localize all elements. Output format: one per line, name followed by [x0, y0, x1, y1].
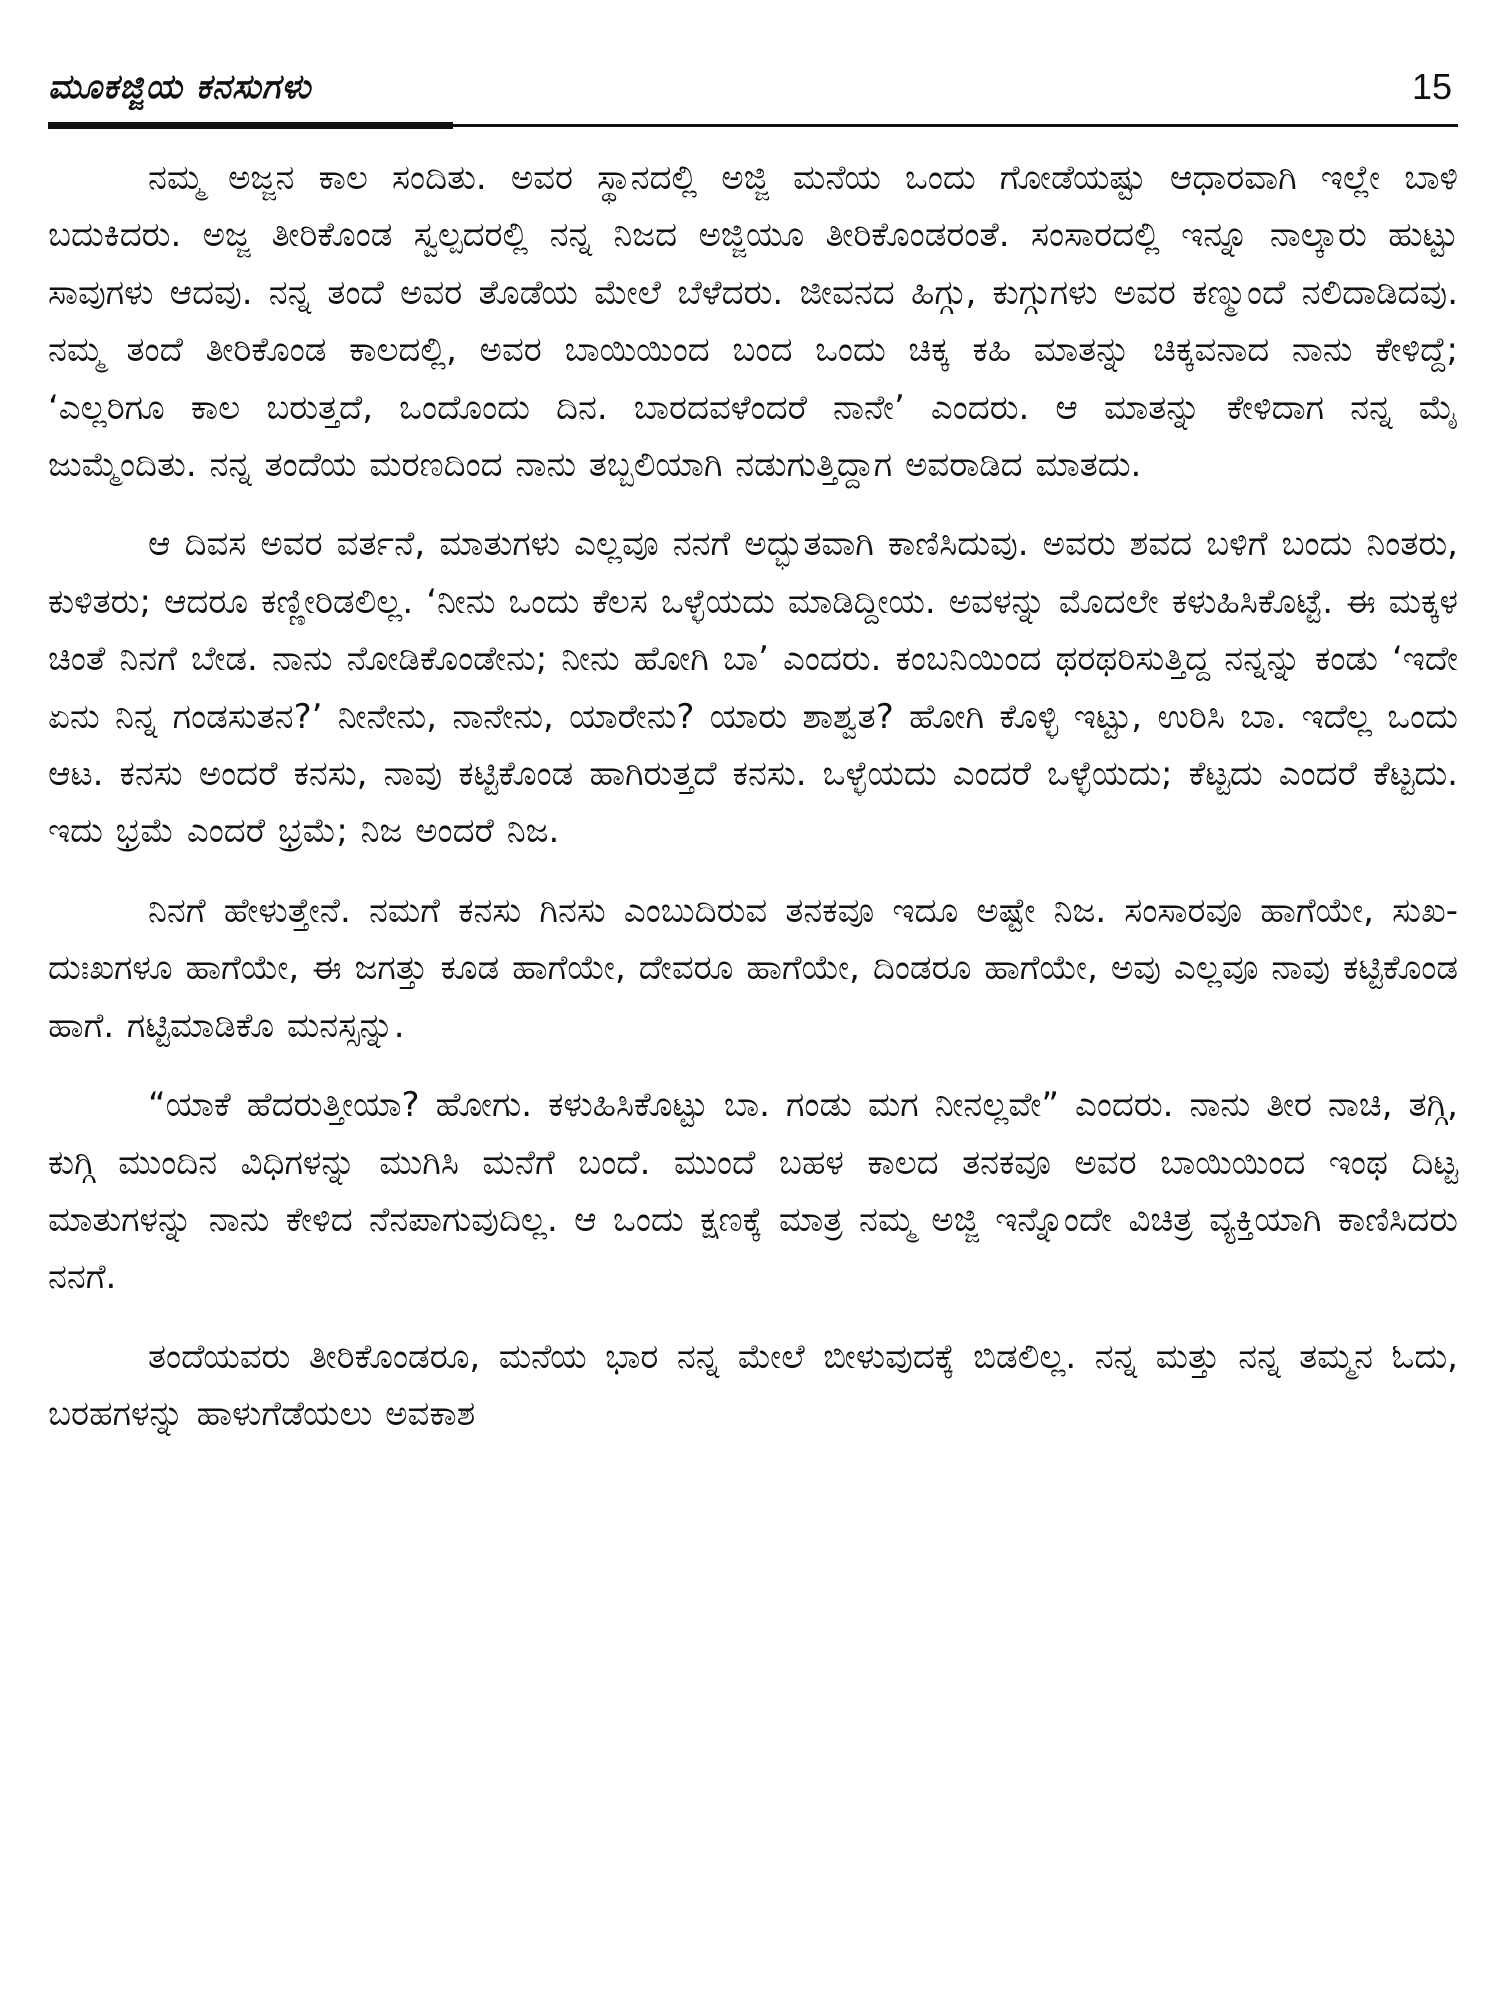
- header-rule-accent: [48, 122, 453, 129]
- paragraph-2: ಆ ದಿವಸ ಅವರ ವರ್ತನೆ, ಮಾತುಗಳು ಎಲ್ಲವೂ ನನಗೆ ಅದ್ಭುತವಾಗಿ ಕಾಣಿಸಿದುವು. ಅವರು ಶವದ ಬಳಿಗೆ ಬಂದು ನಿಂತರು, ಕುಳಿತರು; ಆದರೂ ಕಣ್ಣೀರಿಡಲಿಲ್ಲ. ‘ನೀನು ಒಂದು ಕೆಲಸ ಒಳ್ಳೆಯದು ಮಾಡಿದ್ದೀಯ. ಅವಳನ್ನು ಮೊದಲೇ ಕಳುಹಿಸಿಕೊಟ್ಟೆ. ಈ ಮಕ್ಕಳ ಚಿಂತೆ ನಿನಗೆ ಬೇಡ. ನಾನು ನೋಡಿಕೊಂಡೇನು; ನೀನು ಹೋಗಿ ಬಾ’ ಎಂದರು. ಕಂಬನಿಯಿಂದ ಥರಥರಿಸುತ್ತಿದ್ದ ನನ್ನನ್ನು ಕಂಡು ‘ಇದೇ ಏನು ನಿನ್ನ ಗಂಡಸುತನ?’ ನೀನೇನು, ನಾನೇನು, ಯಾರೇನು? ಯಾರು ಶಾಶ್ವತ? ಹೋಗಿ ಕೊಳ್ಳಿ ಇಟ್ಟು, ಉರಿಸಿ ಬಾ. ಇದೆಲ್ಲ ಒಂದು ಆಟ. ಕನಸು ಅಂದರೆ ಕನಸು, ನಾವು ಕಟ್ಟಿಕೊಂಡ ಹಾಗಿರುತ್ತದೆ ಕನಸು. ಒಳ್ಳೆಯದು ಎಂದರೆ ಒಳ್ಳೆಯದು; ಕೆಟ್ಟದು ಎಂದರೆ ಕೆಟ್ಟದು. ಇದು ಭ್ರಮೆ ಎಂದರೆ ಭ್ರಮೆ; ನಿಜ ಅಂದರೆ ನಿಜ.: [48, 524, 1458, 852]
- paragraph-5: ತಂದೆಯವರು ತೀರಿಕೊಂಡರೂ, ಮನೆಯ ಭಾರ ನನ್ನ ಮೇಲೆ ಬೀಳುವುದಕ್ಕೆ ಬಿಡಲಿಲ್ಲ. ನನ್ನ ಮತ್ತು ನನ್ನ ತಮ್ಮನ ಓದು, ಬರಹಗಳನ್ನು ಹಾಳುಗೆಡೆಯಲು ಅವಕಾಶ: [48, 1336, 1458, 1435]
- book-title: ಮೂಕಜ್ಜಿಯ ಕನಸುಗಳು: [48, 67, 312, 107]
- paragraph-4: “ಯಾಕೆ ಹೆದರುತ್ತೀಯಾ? ಹೋಗು. ಕಳುಹಿಸಿಕೊಟ್ಟು ಬಾ. ಗಂಡು ಮಗ ನೀನಲ್ಲವೇ” ಎಂದರು. ನಾನು ತೀರ ನಾಚಿ, ತಗ್ಗಿ, ಕುಗ್ಗಿ ಮುಂದಿನ ವಿಧಿಗಳನ್ನು ಮುಗಿಸಿ ಮನೆಗೆ ಬಂದೆ. ಮುಂದೆ ಬಹಳ ಕಾಲದ ತನಕವೂ ಅವರ ಬಾಯಿಯಿಂದ ಇಂಥ ದಿಟ್ಟ ಮಾತುಗಳನ್ನು ನಾನು ಕೇಳಿದ ನೆನಪಾಗುವುದಿಲ್ಲ. ಆ ಒಂದು ಕ್ಷಣಕ್ಕೆ ಮಾತ್ರ ನಮ್ಮ ಅಜ್ಜಿ ಇನ್ನೊಂದೇ ವಿಚಿತ್ರ ವ್ಯಕ್ತಿಯಾಗಿ ಕಾಣಿಸಿದರು ನನಗೆ.: [48, 1085, 1458, 1298]
- paragraph-1: ನಮ್ಮ ಅಜ್ಜನ ಕಾಲ ಸಂದಿತು. ಅವರ ಸ್ಥಾನದಲ್ಲಿ ಅಜ್ಜಿ ಮನೆಯ ಒಂದು ಗೋಡೆಯಷ್ಟು ಆಧಾರವಾಗಿ ಇಲ್ಲೇ ಬಾಳಿ ಬದುಕಿದರು. ಅಜ್ಜ ತೀರಿಕೊಂಡ ಸ್ವಲ್ಪದರಲ್ಲಿ ನನ್ನ ನಿಜದ ಅಜ್ಜಿಯೂ ತೀರಿಕೊಂಡರಂತೆ. ಸಂಸಾರದಲ್ಲಿ ಇನ್ನೂ ನಾಲ್ಕಾರು ಹುಟ್ಟು ಸಾವುಗಳು ಆದವು. ನನ್ನ ತಂದೆ ಅವರ ತೊಡೆಯ ಮೇಲೆ ಬೆಳೆದರು. ಜೀವನದ ಹಿಗ್ಗು, ಕುಗ್ಗುಗಳು ಅವರ ಕಣ್ಮುಂದೆ ನಲಿದಾಡಿದವು. ನಮ್ಮ ತಂದೆ ತೀರಿಕೊಂಡ ಕಾಲದಲ್ಲಿ, ಅವರ ಬಾಯಿಯಿಂದ ಬಂದ ಒಂದು ಚಿಕ್ಕ ಕಹಿ ಮಾತನ್ನು ಚಿಕ್ಕವನಾದ ನಾನು ಕೇಳಿದ್ದೆ; ‘ಎಲ್ಲರಿಗೂ ಕಾಲ ಬರುತ್ತದೆ, ಒಂದೊಂದು ದಿನ. ಬಾರದವಳೆಂದರೆ ನಾನೇ’ ಎಂದರು. ಆ ಮಾತನ್ನು ಕೇಳಿದಾಗ ನನ್ನ ಮೈ ಜುಮ್ಮೆಂದಿತು. ನನ್ನ ತಂದೆಯ ಮರಣದಿಂದ ನಾನು ತಬ್ಬಲಿಯಾಗಿ ನಡುಗುತ್ತಿದ್ದಾಗ ಅವರಾಡಿದ ಮಾತದು.: [48, 158, 1458, 486]
- running-header: [48, 62, 1460, 112]
- page-number: 15: [1411, 66, 1452, 107]
- body-text: [48, 150, 1458, 1444]
- paragraph-3: ನಿನಗೆ ಹೇಳುತ್ತೇನೆ. ನಮಗೆ ಕನಸು ಗಿನಸು ಎಂಬುದಿರುವ ತನಕವೂ ಇದೂ ಅಷ್ಟೇ ನಿಜ. ಸಂಸಾರವೂ ಹಾಗೆಯೇ, ಸುಖ-ದುಃಖಗಳೂ ಹಾಗೆಯೇ, ಈ ಜಗತ್ತು ಕೂಡ ಹಾಗೆಯೇ, ದೇವರೂ ಹಾಗೆಯೇ, ದಿಂಡರೂ ಹಾಗೆಯೇ, ಅವು ಎಲ್ಲವೂ ನಾವು ಕಟ್ಟಿಕೊಂಡ ಹಾಗೆ. ಗಟ್ಟಿಮಾಡಿಕೊ ಮನಸ್ಸನ್ನು.: [48, 890, 1458, 1046]
